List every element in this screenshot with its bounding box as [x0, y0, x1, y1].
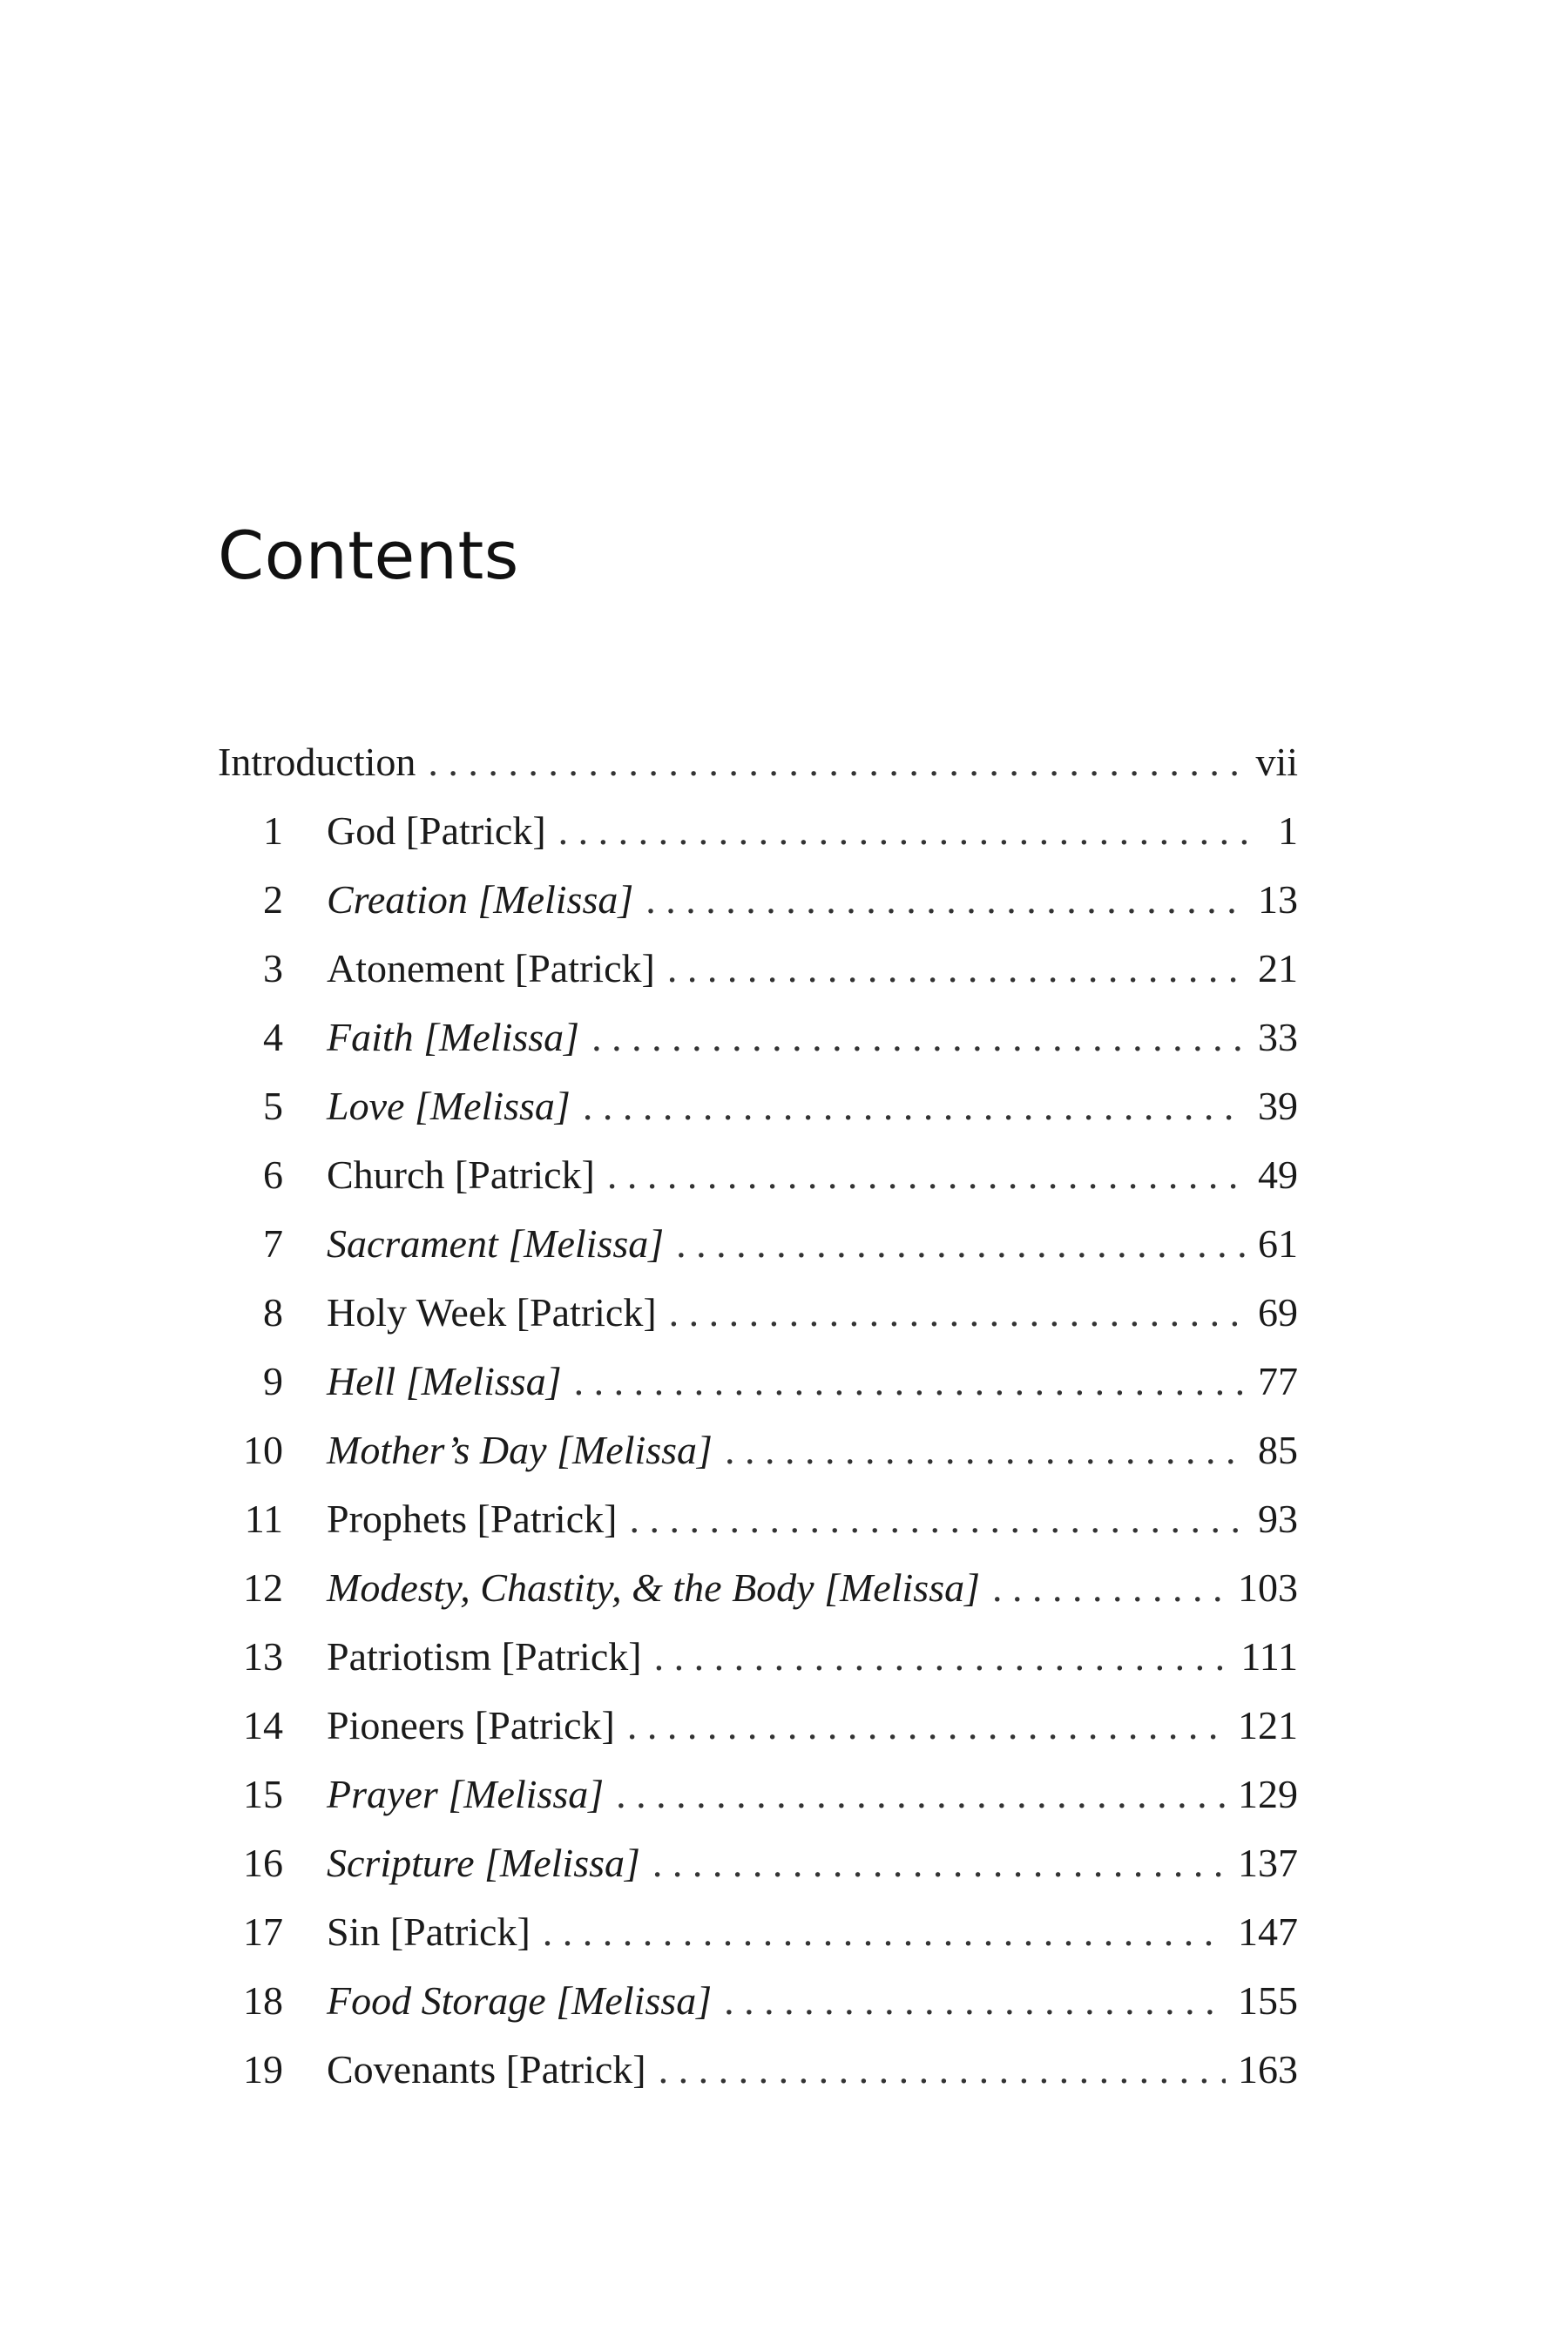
dot-leader — [616, 1771, 1226, 1817]
toc-entry — [218, 2046, 1298, 2115]
toc-entry — [218, 1702, 1298, 1771]
chapter-title: Patriotism [Patrick] — [327, 1634, 642, 1679]
chapter-number: 9 — [263, 1359, 283, 1403]
chapter-title: Sacrament [Melissa] — [327, 1221, 665, 1266]
dot-leader — [669, 1289, 1246, 1335]
page-number: 147 — [1238, 1909, 1298, 1954]
chapter-title: Church [Patrick] — [327, 1152, 595, 1197]
page-number: 137 — [1238, 1841, 1298, 1885]
dot-leader — [667, 945, 1246, 991]
chapter-title: Love [Melissa] — [327, 1084, 571, 1128]
chapter-number: 8 — [263, 1290, 283, 1335]
dot-leader — [992, 1565, 1226, 1611]
chapter-number: 3 — [263, 946, 283, 990]
toc-entry — [218, 1771, 1298, 1840]
dot-leader — [725, 1427, 1246, 1473]
page-number: 69 — [1258, 1290, 1298, 1335]
toc-entry — [218, 945, 1298, 1014]
toc-entry — [218, 739, 1298, 808]
page-number: 1 — [1278, 808, 1298, 853]
toc-entry — [218, 1977, 1298, 2046]
page-number: 39 — [1258, 1084, 1298, 1128]
page-number: 111 — [1240, 1634, 1298, 1679]
toc-entry — [218, 1427, 1298, 1496]
page-title: Contents — [218, 517, 519, 594]
table-of-contents — [218, 739, 1298, 2115]
dot-leader — [654, 1633, 1229, 1680]
chapter-title: Mother’s Day [Melissa] — [327, 1428, 713, 1472]
page-number: 163 — [1238, 2047, 1298, 2092]
chapter-number: 6 — [263, 1152, 283, 1197]
page-number: 85 — [1258, 1428, 1298, 1472]
toc-entry — [218, 1358, 1298, 1427]
chapter-title: Prayer [Melissa] — [327, 1772, 605, 1816]
chapter-title: Creation [Melissa] — [327, 877, 634, 922]
dot-leader — [583, 1083, 1246, 1129]
chapter-number: 13 — [243, 1634, 283, 1679]
chapter-number: 1 — [263, 808, 283, 853]
toc-entry — [218, 876, 1298, 945]
chapter-title: Food Storage [Melissa] — [327, 1978, 713, 2023]
page-number: 21 — [1258, 946, 1298, 990]
chapter-number: 5 — [263, 1084, 283, 1128]
chapter-title: Pioneers [Patrick] — [327, 1703, 615, 1747]
dot-leader — [724, 1977, 1226, 2024]
dot-leader — [652, 1840, 1226, 1886]
toc-entry — [218, 1496, 1298, 1565]
chapter-number: 18 — [243, 1978, 283, 2023]
dot-leader — [591, 1014, 1246, 1060]
chapter-title: Atonement [Patrick] — [327, 946, 655, 990]
dot-leader — [574, 1358, 1246, 1404]
toc-entry — [218, 1633, 1298, 1702]
chapter-number: 7 — [263, 1221, 283, 1266]
page-number: 155 — [1238, 1978, 1298, 2023]
page-number: vii — [1255, 740, 1298, 784]
page-number: 77 — [1258, 1359, 1298, 1403]
page-number: 49 — [1258, 1152, 1298, 1197]
dot-leader — [428, 739, 1243, 785]
page-number: 121 — [1238, 1703, 1298, 1747]
dot-leader — [607, 1152, 1246, 1198]
toc-entry — [218, 808, 1298, 876]
dot-leader — [676, 1220, 1246, 1267]
page-number: 33 — [1258, 1015, 1298, 1059]
chapter-number: 15 — [243, 1772, 283, 1816]
toc-entry — [218, 1152, 1298, 1220]
toc-entry — [218, 1840, 1298, 1909]
chapter-number: 16 — [243, 1841, 283, 1885]
dot-leader — [645, 876, 1246, 923]
chapter-title: Faith [Melissa] — [327, 1015, 580, 1059]
chapter-number: 4 — [263, 1015, 283, 1059]
toc-entry — [218, 1565, 1298, 1633]
dot-leader — [627, 1702, 1226, 1748]
toc-entry — [218, 1083, 1298, 1152]
chapter-title: Introduction — [218, 740, 416, 784]
toc-entry — [218, 1220, 1298, 1289]
chapter-title: God [Patrick] — [327, 808, 546, 853]
chapter-number: 12 — [243, 1565, 283, 1610]
dot-leader — [659, 2046, 1226, 2092]
chapter-number: 10 — [243, 1428, 283, 1472]
chapter-number: 17 — [243, 1909, 283, 1954]
chapter-title: Prophets [Patrick] — [327, 1497, 618, 1541]
chapter-title: Covenants [Patrick] — [327, 2047, 646, 2092]
toc-entry — [218, 1909, 1298, 1977]
chapter-title: Hell [Melissa] — [327, 1359, 562, 1403]
page-number: 61 — [1258, 1221, 1298, 1266]
page-number: 103 — [1238, 1565, 1298, 1610]
toc-entry — [218, 1014, 1298, 1083]
toc-entry — [218, 1289, 1298, 1358]
page-number: 93 — [1258, 1497, 1298, 1541]
chapter-title: Scripture [Melissa] — [327, 1841, 640, 1885]
dot-leader — [629, 1496, 1246, 1542]
page-number: 129 — [1238, 1772, 1298, 1816]
chapter-title: Sin [Patrick] — [327, 1909, 531, 1954]
chapter-number: 19 — [243, 2047, 283, 2092]
chapter-number: 14 — [243, 1703, 283, 1747]
dot-leader — [558, 808, 1260, 854]
chapter-number: 2 — [263, 877, 283, 922]
chapter-title: Modesty, Chastity, & the Body [Melissa] — [327, 1565, 980, 1610]
page-number: 13 — [1258, 877, 1298, 922]
chapter-title: Holy Week [Patrick] — [327, 1290, 657, 1335]
dot-leader — [543, 1909, 1226, 1955]
chapter-number: 11 — [244, 1497, 283, 1541]
